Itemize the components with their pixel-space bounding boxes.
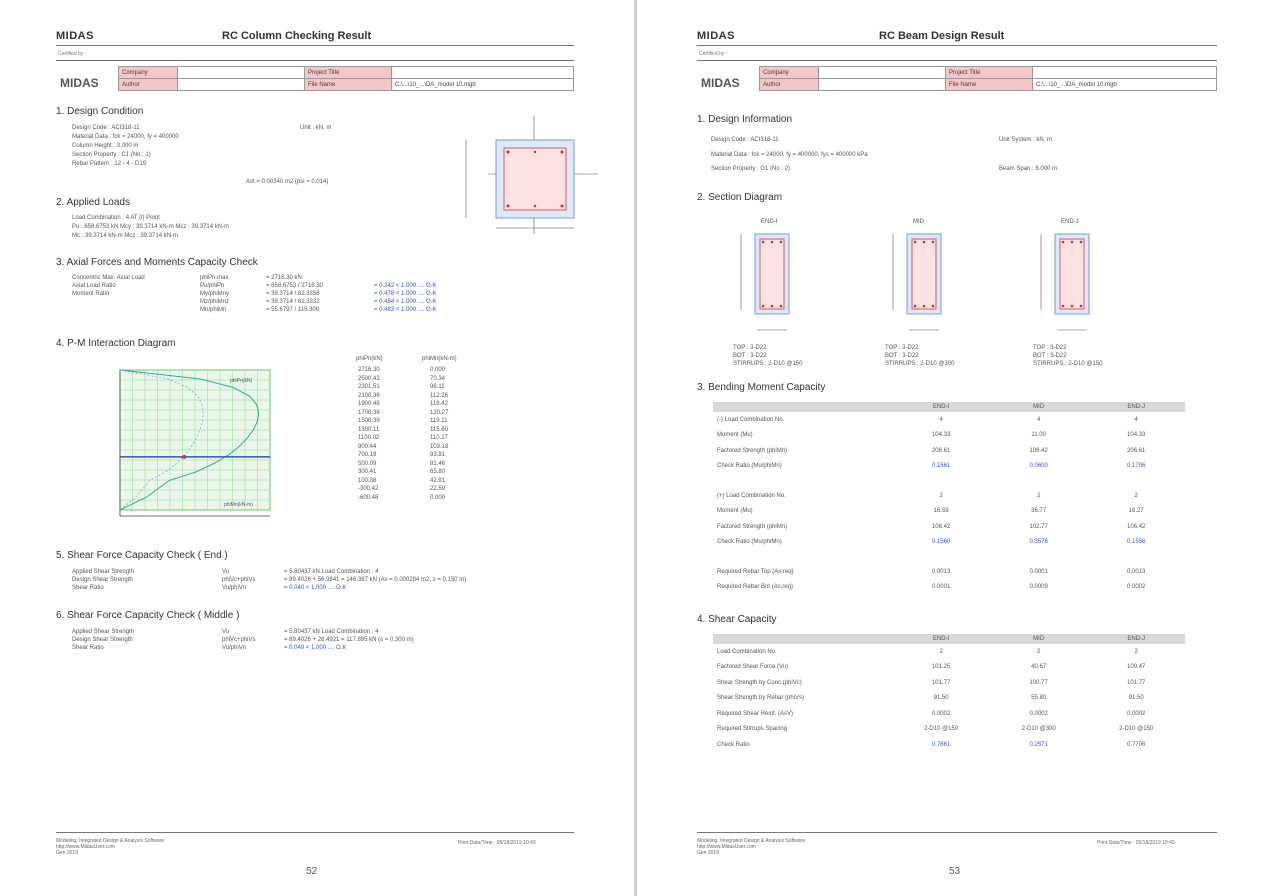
pm-table-cell: 22.59: [430, 486, 446, 492]
file-name-value: C:\...\10_...\DA_model 10.mgb: [1033, 79, 1217, 91]
applied-load-line: Pu : 658.6753 kN Mcy : 39.3714 kN-m Mcz : 39.3714 kN-m: [72, 224, 230, 230]
footer-text: http://www.MidasUser.com: [697, 844, 756, 850]
axial-label: Concentric Max. Axial Load: [72, 275, 145, 281]
pm-table-header: phiMn(kN-m): [422, 356, 457, 362]
table-cell: 2-D10 @300: [1021, 726, 1056, 733]
footer-rule: [697, 832, 1217, 833]
row-label: Moment (Mu): [717, 508, 753, 515]
header-rule: [697, 60, 1217, 61]
table-cell: 0.0002: [1127, 584, 1146, 591]
pm-table-cell: 0.000: [430, 494, 446, 501]
section-heading: 5. Shear Force Capacity Check ( End ): [56, 550, 228, 561]
table-cell: 0.2571: [1029, 741, 1048, 748]
table-row: [713, 412, 1185, 428]
file-name-label: File Name: [305, 79, 392, 91]
footer-text: Gen 2019: [697, 850, 719, 856]
table-cell: 100.47: [1127, 664, 1146, 671]
section-heading: 3. Bending Moment Capacity: [697, 382, 826, 393]
pm-table-cell: 119.11: [430, 418, 448, 424]
axial-value: = 39.3714 / 81.3332: [266, 299, 320, 305]
axial-value: = 658.6753 / 2716.30: [266, 283, 323, 289]
table-cell: 0.3578: [1029, 539, 1048, 546]
section-heading: 2. Applied Loads: [56, 197, 130, 208]
shear-value: = 5.80437 kN Load Combination : 4: [284, 569, 379, 575]
table-cell: 0.1706: [1127, 463, 1146, 470]
table-cell: 106.42: [1029, 447, 1048, 454]
table-cell: 206.61: [931, 447, 951, 454]
row-label: Required Stirrups Spacing: [717, 726, 788, 733]
table-row: [713, 443, 1185, 459]
section-title: END-J: [1061, 219, 1079, 225]
table-row: [713, 722, 1185, 738]
row-label: Load Combination No.: [717, 648, 777, 655]
pm-table-cell: 81.46: [430, 460, 446, 467]
shear-label: Applied Shear Strength: [72, 569, 135, 575]
shear-symbol: Vu/phiVn: [222, 585, 247, 591]
table-cell: 0.0013: [1127, 568, 1146, 575]
table-cell: [892, 474, 990, 488]
table-cell: 101.77: [1127, 679, 1146, 686]
table-row: [713, 564, 1185, 580]
table-cell: 4: [1134, 416, 1138, 423]
shear-capacity-table: [713, 634, 1185, 753]
table-cell: 0.1561: [931, 463, 951, 470]
table-cell: 2: [1037, 648, 1041, 655]
section-title: END-I: [761, 219, 778, 225]
column-section-diagram: [458, 116, 600, 234]
bending-capacity-table: [713, 402, 1185, 595]
table-cell: 0.1560: [931, 539, 951, 546]
pm-table-cell: 115.60: [430, 426, 448, 433]
table-cell: 104.33: [931, 432, 951, 439]
section-note: TOP : 3-D22: [1033, 345, 1067, 351]
axial-label: Axial Load Ratio: [72, 283, 116, 289]
table-cell: 2: [1037, 492, 1041, 499]
row-label: Required Rebar Bot (As,req): [717, 584, 794, 591]
page-title: RC Column Checking Result: [222, 30, 372, 42]
row-label: Required Shear Reinf. (AsV): [717, 710, 794, 717]
shear-label: Design Shear Strength: [72, 637, 133, 643]
axial-label: Moment Ratio: [72, 291, 110, 297]
table-row: [713, 459, 1185, 475]
table-header: END-I: [892, 634, 990, 644]
footer-text: http://www.MidasUser.com: [56, 844, 115, 850]
table-cell: 16.27: [1128, 508, 1144, 515]
file-name-label: File Name: [946, 79, 1033, 91]
pm-table-cell: 1300.11: [358, 426, 380, 433]
section-heading: 4. P-M Interaction Diagram: [56, 338, 176, 349]
table-cell: 106.42: [931, 523, 951, 530]
page-number: 53: [949, 866, 961, 877]
table-cell: 4: [939, 416, 943, 423]
design-condition-line: Column Height : 3.000 m: [72, 143, 139, 149]
table-cell: 11.00: [1031, 432, 1046, 439]
shear-label: Applied Shear Strength: [72, 629, 135, 635]
table-cell: 36.77: [1031, 508, 1047, 515]
beam-section-diagram: [731, 226, 811, 336]
design-condition-line: Material Data : fck = 24000, fy = 400000: [72, 134, 179, 140]
table-row: [713, 519, 1185, 535]
section-note: STIRRUPS : 2-D10 @150: [733, 361, 803, 367]
page-number: 52: [306, 866, 318, 877]
pm-table-cell: 103.18: [430, 443, 449, 450]
header-rule: [697, 45, 1217, 46]
company-label: Company: [760, 67, 819, 79]
table-cell: 55.80: [1031, 695, 1047, 702]
row-label: [713, 474, 892, 488]
shear-symbol: phiVc+phiVs: [222, 637, 256, 643]
table-cell: 0.0002: [931, 710, 951, 717]
row-label: Check Ratio: [717, 741, 750, 748]
pm-table-cell: -600.48: [358, 494, 379, 501]
chart-axis-label: phiMn(kN-m): [224, 502, 253, 508]
footer-date: Print Date/Time : 05/18/2019 10:43: [1097, 840, 1175, 846]
shear-label: Design Shear Strength: [72, 577, 133, 583]
midas-brand: MIDAS: [60, 76, 99, 90]
load-point: [182, 455, 186, 459]
pm-table-cell: 0.000: [430, 367, 446, 373]
pm-table-cell: 98.11: [430, 384, 445, 390]
table-row: [713, 535, 1185, 551]
shear-symbol: phiVc+phiVs: [222, 577, 256, 583]
table-cell: [1087, 550, 1185, 564]
pm-table-cell: 500.09: [358, 460, 377, 467]
table-row: [713, 504, 1185, 520]
project-title-label: Project Title: [305, 67, 392, 79]
shear-label: Shear Ratio: [72, 585, 104, 591]
table-row: [713, 488, 1185, 504]
table-header: MID: [990, 402, 1088, 412]
table-cell: 91.50: [1128, 695, 1144, 702]
table-row: [713, 550, 1185, 564]
table-cell: 0.0002: [1127, 710, 1146, 717]
row-label: Check Ratio (Mu/phiMn): [717, 539, 782, 546]
section-note: BOT : 3-D22: [1033, 353, 1067, 359]
section-heading: 6. Shear Force Capacity Check ( Middle ): [56, 610, 240, 621]
row-label: [713, 550, 892, 564]
table-header: MID: [990, 634, 1088, 644]
midas-brand: MIDAS: [701, 76, 740, 90]
table-header: END-J: [1087, 402, 1185, 412]
pm-table-cell: 120.27: [430, 409, 449, 416]
footer-rule: [56, 832, 574, 833]
pm-table-cell: 93.81: [430, 452, 446, 458]
section-heading: 4. Shear Capacity: [697, 614, 777, 625]
table-cell: 104.33: [1127, 432, 1146, 439]
pm-interaction-chart: [80, 360, 280, 528]
pm-table-cell: 2500.42: [358, 375, 380, 382]
pm-table-cell: 2301.51: [358, 384, 380, 390]
design-info-line: Section Property : G1 (No : 2): [711, 166, 791, 172]
row-label: Moment (Mu): [717, 432, 753, 439]
table-cell: 100.77: [1029, 679, 1048, 686]
table-row: [713, 580, 1185, 596]
design-condition-line: Rebar Pattern : 12 - 4 - D19: [72, 161, 147, 167]
beam-span-text: Beam Span : 6.000 m: [999, 166, 1058, 172]
footer-text: Gen 2019: [56, 850, 78, 856]
table-row: [713, 675, 1185, 691]
table-cell: 2: [939, 492, 943, 499]
table-cell: 101.77: [931, 679, 951, 686]
axial-result: = 0.242 < 1.000 .... O.K: [374, 283, 437, 289]
axial-result: = 0.483 < 1.000 .... O.K: [374, 307, 437, 313]
row-label: Shear Strength by Conc.(phiVc): [717, 679, 802, 686]
table-cell: 0.0009: [1029, 584, 1048, 591]
midas-logo: MIDAS: [697, 30, 735, 42]
table-cell: [990, 550, 1088, 564]
file-name-value: C:\...\10_...\DA_model 10.mgb: [392, 79, 574, 91]
table-cell: [892, 550, 990, 564]
shear-label: Shear Ratio: [72, 645, 104, 651]
section-heading: 2. Section Diagram: [697, 192, 783, 203]
table-row: [713, 428, 1185, 444]
company-label: Company: [119, 67, 178, 79]
table-header: [713, 634, 892, 644]
design-condition-line: Section Property : C1 (No : 1): [72, 152, 151, 158]
table-cell: 0.0013: [931, 568, 951, 575]
table-header: END-I: [892, 402, 990, 412]
row-label: Factored Strength (phiMn): [717, 447, 788, 454]
table-header: [713, 402, 892, 412]
table-cell: 0.7661: [931, 741, 951, 748]
author-label: Author: [760, 79, 819, 91]
pm-table-header: phiPn(kN): [356, 356, 383, 362]
midas-logo: MIDAS: [56, 30, 94, 42]
table-header: END-J: [1087, 634, 1185, 644]
shear-value: = 0.049 < 1.000 .... O.K: [284, 645, 347, 651]
axial-value: = 39.3714 / 82.3356: [266, 291, 320, 297]
section-note: BOT : 3-D22: [885, 353, 919, 359]
section-note: TOP : 3-D22: [733, 345, 767, 351]
applied-load-line: Load Combination : 4 AT (l) Point: [72, 215, 160, 221]
project-title-label: Project Title: [946, 67, 1033, 79]
pm-table-cell: 42.91: [430, 477, 446, 484]
pm-table-cell: 118.42: [430, 401, 448, 407]
table-cell: 2: [1134, 648, 1138, 655]
footer-text: Modeling, Integrated Design & Analysis Software: [697, 838, 806, 844]
row-label: (+) Load Combination No.: [717, 492, 786, 499]
shear-symbol: Vu: [222, 629, 230, 635]
beam-section-diagram: [1031, 226, 1111, 336]
chart-axis-label: phiPn(kN): [230, 378, 253, 384]
report-page-beam: [637, 0, 1272, 896]
section-note: STIRRUPS : 2-D10 @300: [885, 361, 955, 367]
pm-table-cell: 65.80: [430, 469, 446, 475]
row-label: Check Ratio (Mu/phiMn): [717, 463, 782, 470]
table-row: [713, 474, 1185, 488]
applied-load-line: Mc : 39.3714 kN-m Mcz : 39.3714 kN-m: [72, 233, 179, 239]
table-row: [713, 737, 1185, 753]
project-info-table: [118, 66, 574, 91]
ast-text: Ast = 0.00340 m2 (psi = 0.014): [246, 179, 329, 185]
shear-symbol: Vu/phiVn: [222, 645, 247, 651]
certified-label: Certified by :: [699, 51, 728, 57]
table-cell: [1087, 474, 1185, 488]
design-condition-line: Design Code : ACI318-11: [72, 125, 140, 131]
footer-text: Modeling, Integrated Design & Analysis Software: [56, 838, 165, 844]
table-row: [713, 706, 1185, 722]
table-row: [713, 691, 1185, 707]
row-label: Required Rebar Top (As,req): [717, 568, 794, 575]
shear-value: = 5.80437 kN Load Combination : 4: [284, 629, 379, 635]
section-heading: 1. Design Information: [697, 114, 793, 125]
section-note: STIRRUPS : 2-D10 @150: [1033, 361, 1103, 367]
table-cell: 0.0600: [1029, 463, 1048, 470]
axial-result: = 0.484 < 1.000 .... O.K: [374, 299, 437, 305]
shear-value: = 89.4026 + 28.4921 = 117.895 kN (s = 0.300 m): [284, 637, 414, 643]
pm-table-cell: 1500.39: [358, 418, 380, 424]
table-cell: 0.0002: [1029, 710, 1048, 717]
project-info-table: [759, 66, 1217, 91]
header-rule: [56, 45, 574, 46]
pm-table-cell: 300.41: [358, 469, 377, 475]
design-info-line: Material Data : fck = 24000, fy = 400000, fys = 400000 kPa: [711, 151, 868, 158]
pm-table-cell: 1900.48: [358, 401, 380, 407]
pm-table-cell: 2100.36: [358, 392, 380, 399]
table-cell: [990, 474, 1088, 488]
footer-date: Print Date/Time : 05/18/2019 10:43: [458, 840, 536, 846]
row-label: Factored Strength (phiMn): [717, 523, 788, 530]
pm-table-cell: 900.44: [358, 443, 377, 450]
row-label: Factored Shear Force (Vu): [717, 664, 789, 671]
design-info-line: Design Code : ACI318-11: [711, 137, 779, 143]
pm-table-cell: 112.26: [430, 392, 448, 399]
certified-label: Certified by :: [58, 51, 87, 57]
beam-section-diagram: [883, 226, 963, 336]
page-title: RC Beam Design Result: [879, 30, 1005, 42]
axial-result: = 0.478 < 1.000 .... O.K: [374, 291, 437, 297]
table-row: [713, 660, 1185, 676]
pm-table-cell: 100.38: [358, 477, 377, 484]
table-cell: 2-D10 @150: [924, 726, 959, 733]
table-cell: 0.7706: [1127, 741, 1146, 748]
table-cell: 0.1556: [1127, 539, 1146, 546]
table-cell: 4: [1037, 416, 1041, 423]
section-note: TOP : 3-D22: [885, 345, 919, 351]
shear-symbol: Vu: [222, 569, 230, 575]
table-cell: 102.77: [1029, 523, 1048, 530]
axial-symbol: Mn/phiMn: [200, 307, 227, 313]
table-cell: 106.42: [1127, 523, 1146, 530]
table-cell: 40.67: [1031, 664, 1047, 671]
pm-table-cell: -300.42: [358, 486, 379, 492]
header-rule: [56, 60, 574, 61]
row-label: (-) Load Combination No.: [717, 416, 785, 423]
section-heading: 1. Design Condition: [56, 106, 144, 117]
table-cell: 2: [1134, 492, 1138, 499]
table-cell: 0.0001: [931, 584, 951, 591]
pm-table-cell: 1100.02: [358, 435, 380, 441]
table-cell: 0.0001: [1029, 568, 1048, 575]
table-cell: 101.25: [931, 664, 951, 671]
unit-system-text: Unit System : kN, m: [999, 137, 1053, 143]
table-cell: 2-D10 @150: [1119, 726, 1154, 733]
axial-symbol: My/phiMny: [200, 291, 230, 297]
table-row: [713, 644, 1185, 660]
pm-table-cell: 2716.30: [358, 367, 380, 373]
row-label: Shear Strength by Rebar (phiVs): [717, 695, 805, 702]
shear-value: = 89.4026 + 56.9841 = 146.387 kN (Av = 0.000284 m2, s = 0.150 m): [284, 577, 467, 583]
unit-text: Unit : kN, m: [300, 125, 332, 131]
author-label: Author: [119, 79, 178, 91]
table-cell: 2: [939, 648, 943, 655]
axial-symbol: Pu/phiPn: [200, 283, 225, 289]
table-cell: 91.50: [933, 695, 949, 702]
axial-symbol: phiPn.max: [200, 275, 229, 281]
table-cell: 16.59: [933, 508, 949, 515]
axial-symbol: Mz/phiMnz: [200, 299, 230, 305]
axial-value: = 55.6797 / 115.300: [266, 307, 320, 313]
pm-table-cell: 1700.38: [358, 409, 380, 416]
axial-value: = 2716.30 kN: [266, 275, 302, 281]
shear-value: = 0.040 < 1.000 .... O.K: [284, 585, 347, 591]
section-note: BOT : 3-D22: [733, 353, 767, 359]
pm-table-cell: 110.17: [430, 435, 448, 441]
pm-table-cell: 700.19: [358, 452, 377, 458]
pm-table-cell: 70.34: [430, 375, 446, 382]
section-title: MID: [913, 219, 924, 225]
section-heading: 3. Axial Forces and Moments Capacity Check: [56, 257, 258, 268]
table-cell: 206.61: [1127, 447, 1146, 454]
